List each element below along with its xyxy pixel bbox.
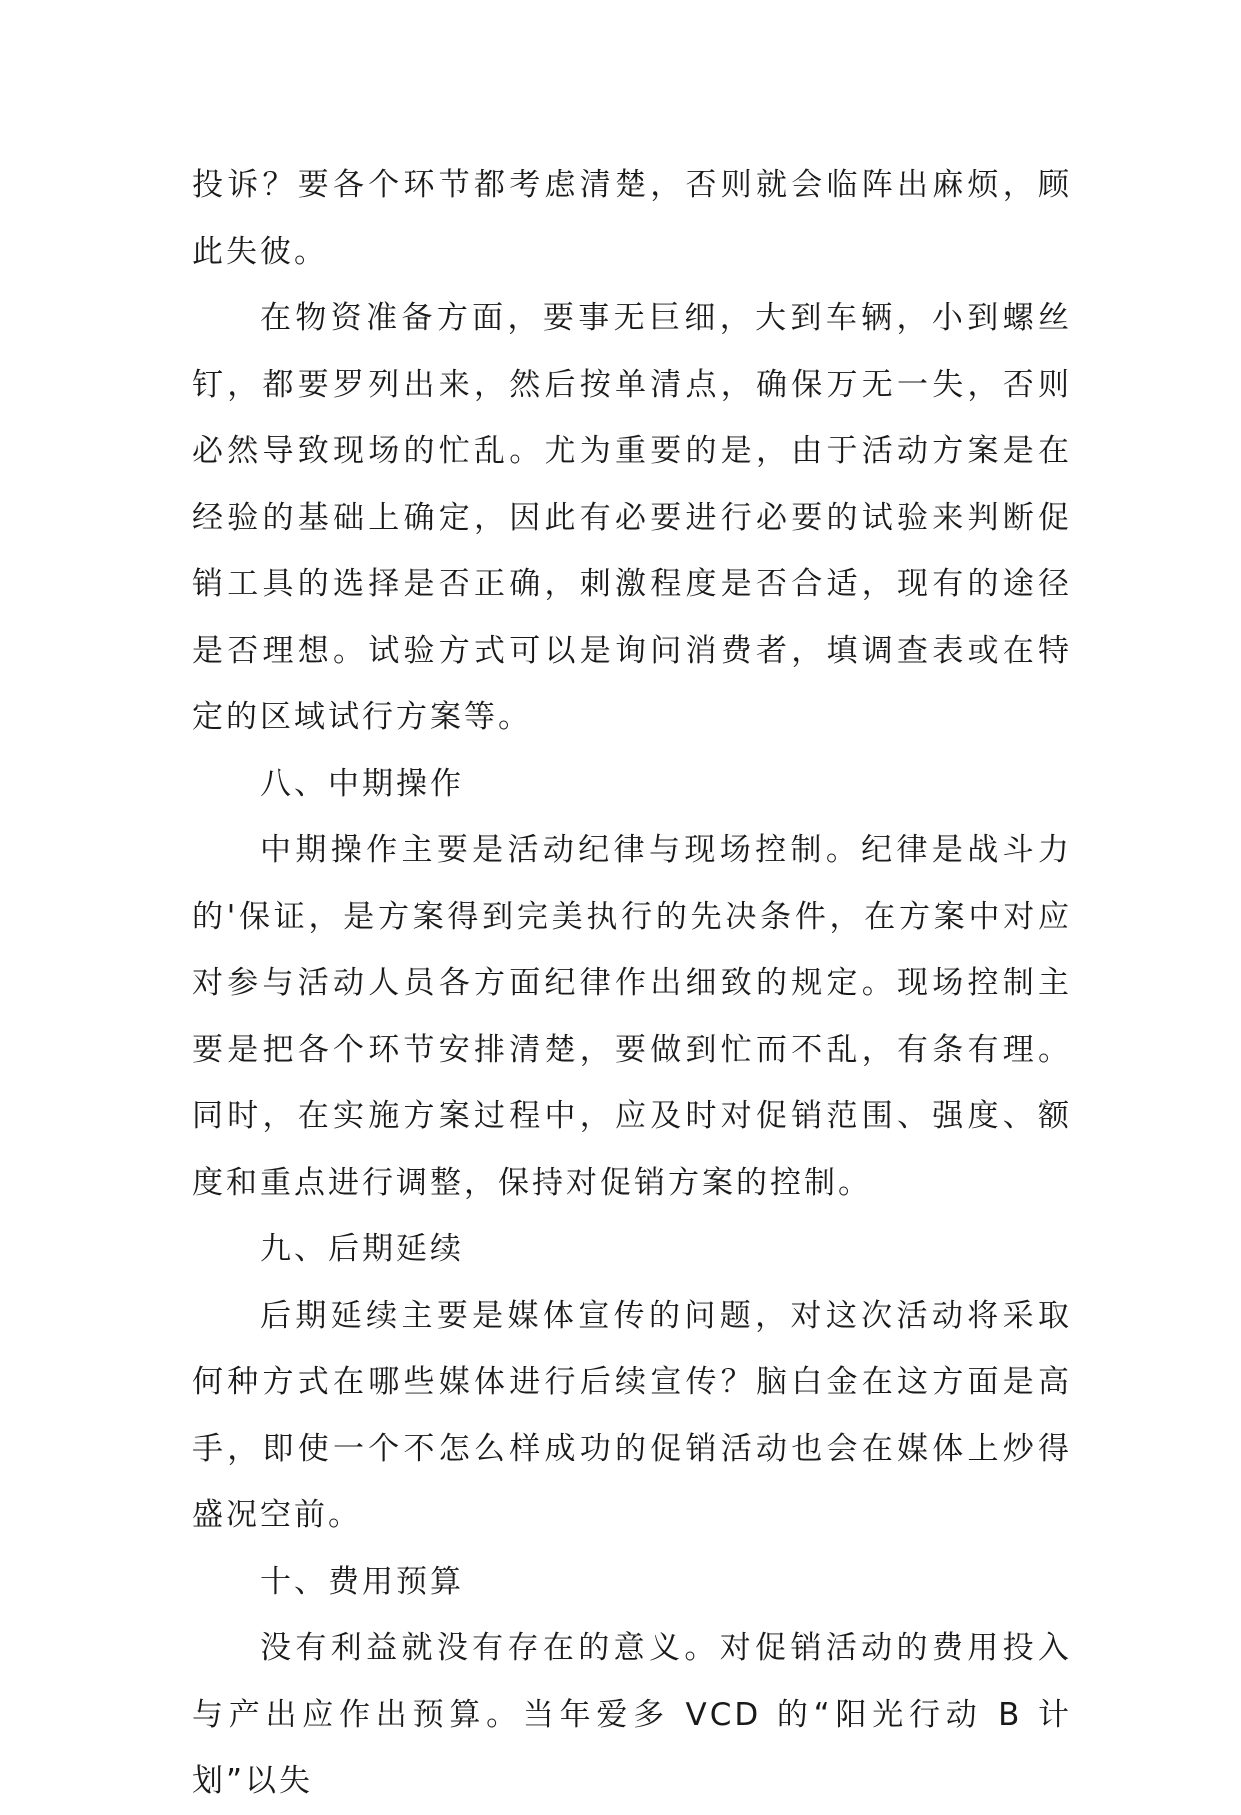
paragraph-mid-term-operation: 中期操作主要是活动纪律与现场控制。纪律是战斗力的'保证，是方案得到完美执行的先决条件，在方案中对应对参与活动人员各方面纪律作出细致的规定。现场控制主要是把各个环节安排清楚，要做到忙而不乱，有条有理。同时，在实施方案过程中，应及时对促销范围、强度、额度和重点进行调整，保持对促销方案的控制。 xyxy=(192,832,1072,1201)
paragraph-budget: 没有利益就没有存在的意义。对促销活动的费用投入与产出应作出预算。当年爱多 VCD 的“阳光行动 B 计划”以失 xyxy=(192,1630,1072,1799)
paragraph-continuation: 投诉？要各个环节都考虑清楚，否则就会临阵出麻烦，顾此失彼。 xyxy=(192,167,1072,270)
document-body xyxy=(192,152,1072,1815)
paragraph-follow-up: 后期延续主要是媒体宣传的问题，对这次活动将采取何种方式在哪些媒体进行后续宣传？脑白金在这方面是高手，即使一个不怎么样成功的促销活动也会在媒体上炒得盛况空前。 xyxy=(192,1297,1072,1533)
paragraph-material-preparation: 在物资准备方面，要事无巨细，大到车辆，小到螺丝钉，都要罗列出来，然后按单清点，确保万无一失，否则必然导致现场的忙乱。尤为重要的是，由于活动方案是在经验的基础上确定，因此有必要进行必要的试验来判断促销工具的选择是否正确，刺激程度是否合适，现有的途径是否理想。试验方式可以是询问消费者，填调查表或在特定的区域试行方案等。 xyxy=(192,300,1072,735)
section-heading-9: 九、后期延续 xyxy=(260,1231,464,1267)
section-heading-10: 十、费用预算 xyxy=(260,1563,464,1600)
section-heading-8: 八、中期操作 xyxy=(260,765,464,802)
